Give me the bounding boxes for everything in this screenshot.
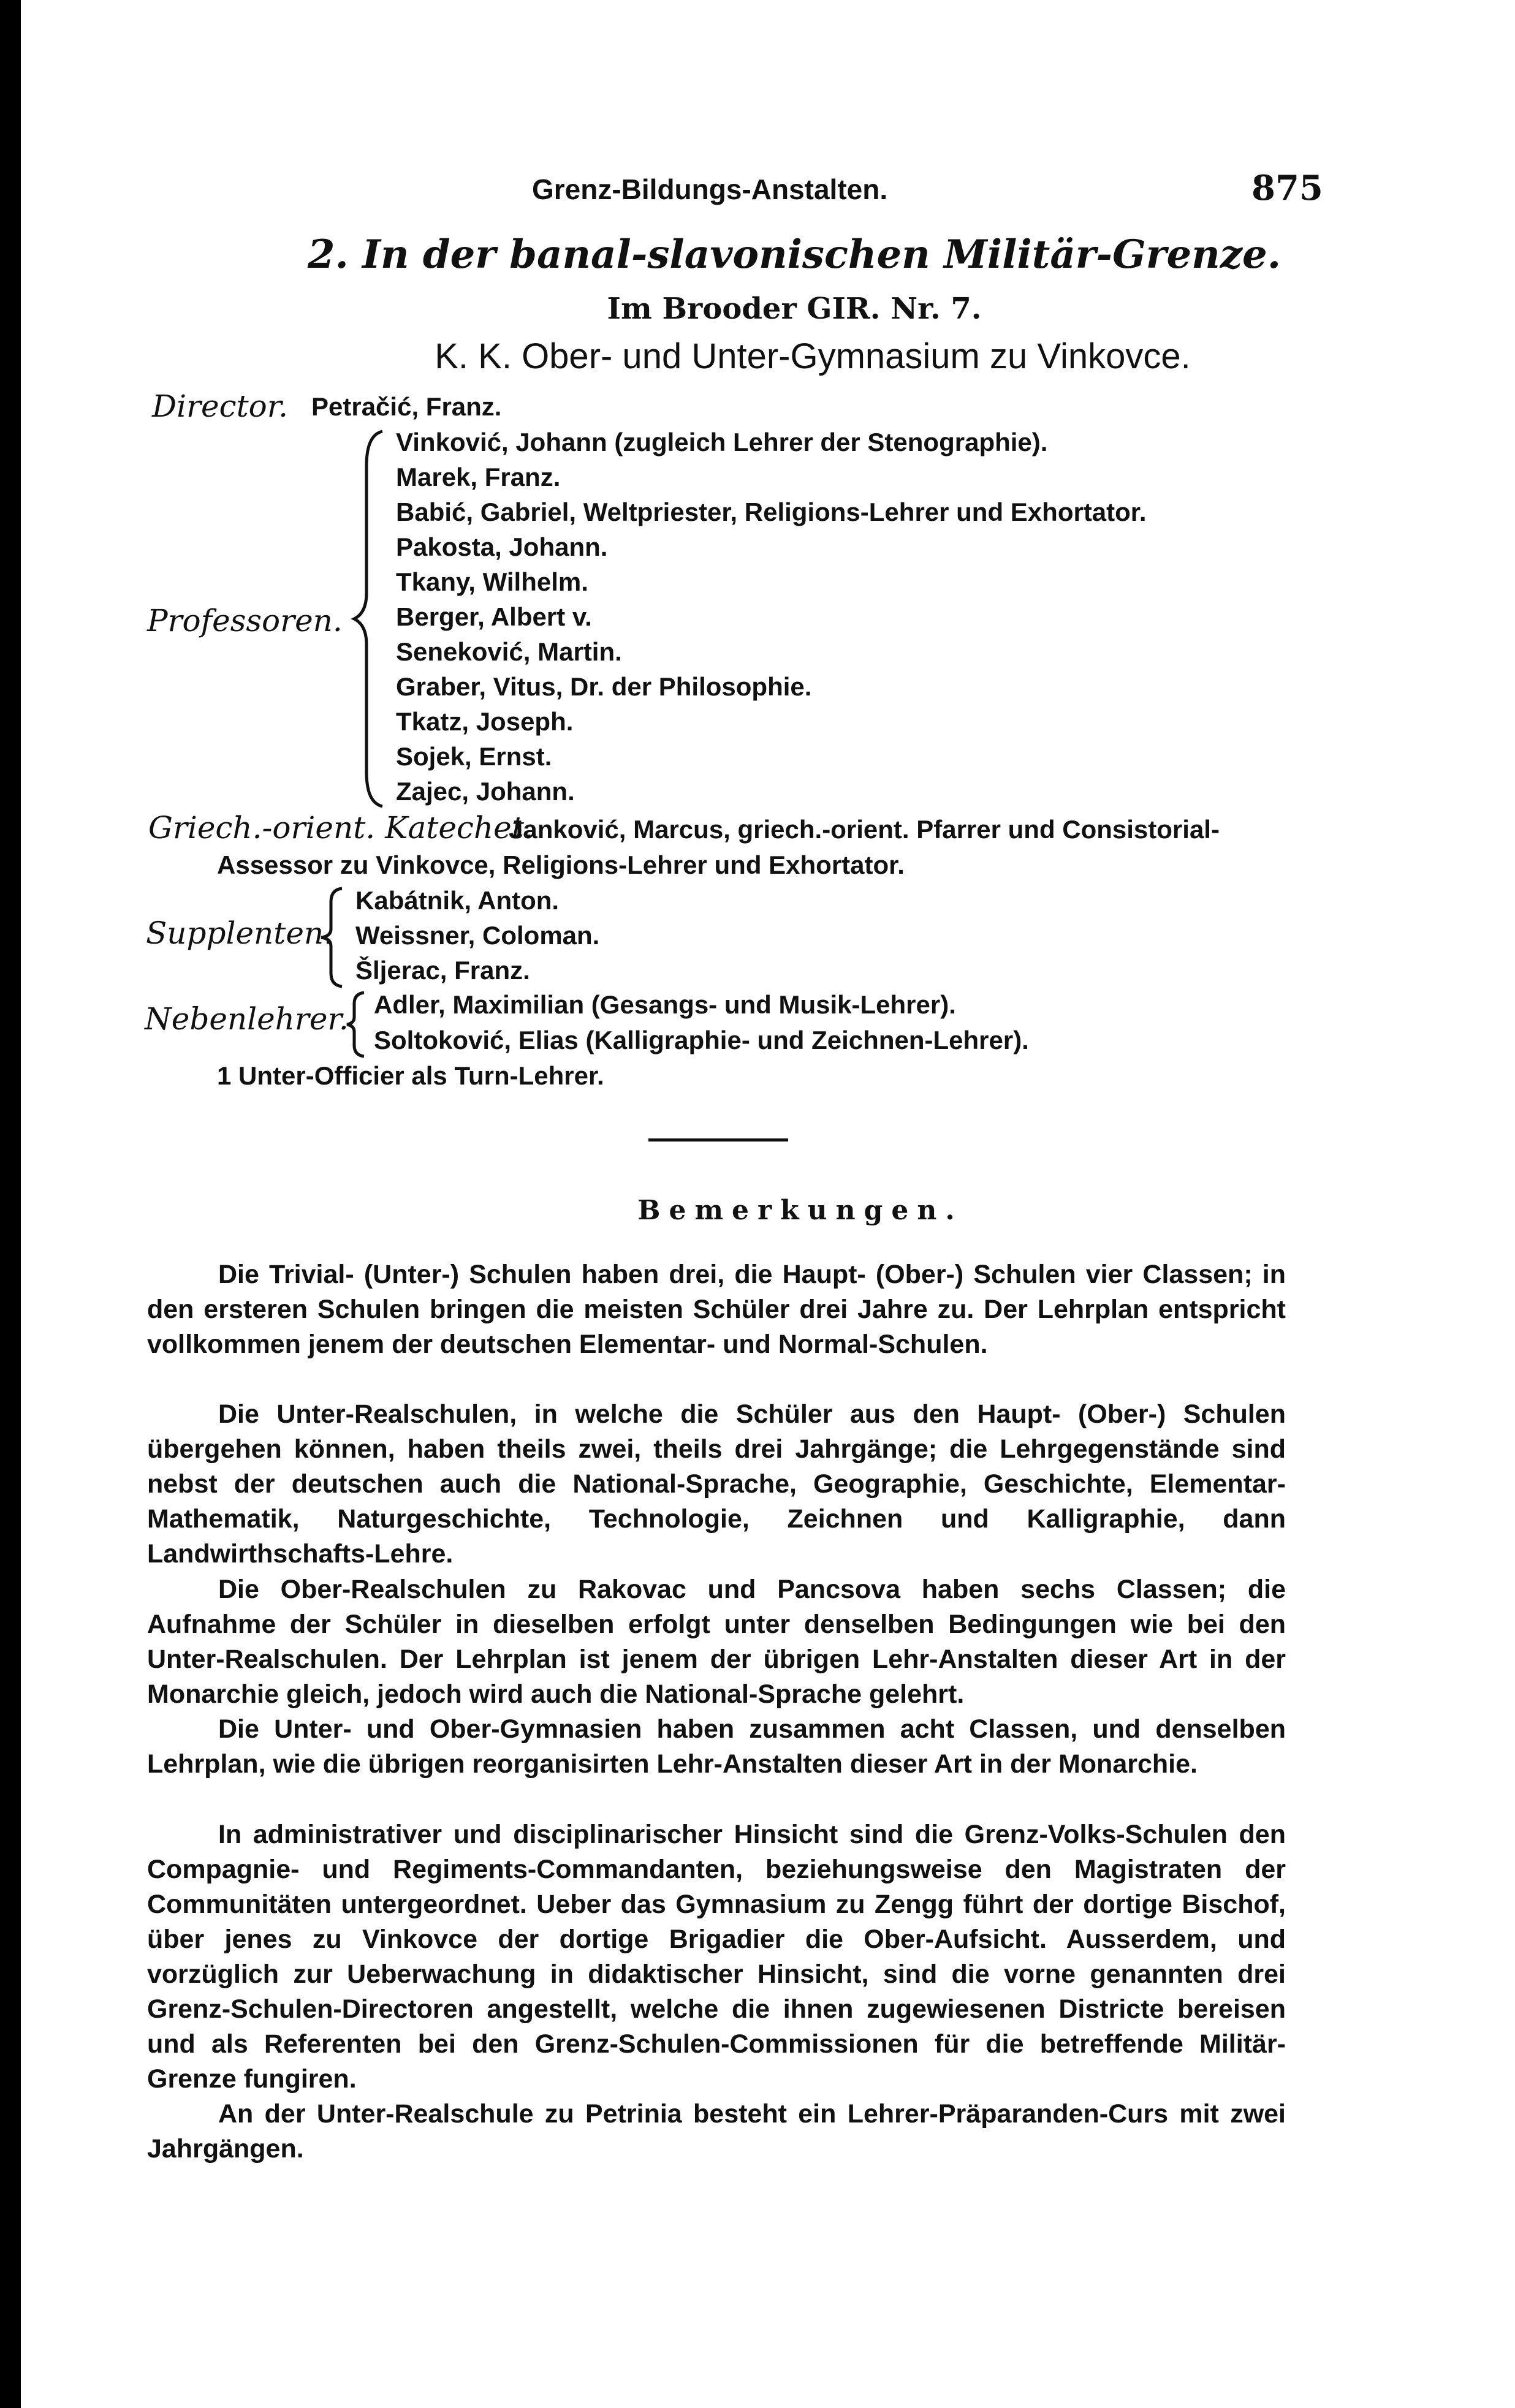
- list-item: Babić, Gabriel, Weltpriester, Religions-Lehrer und Exhortator.: [396, 498, 1147, 526]
- list-item: Zajec, Johann.: [396, 777, 575, 806]
- director-name: Petračić, Franz.: [311, 392, 502, 421]
- katechet-line-1: Janković, Marcus, griech.-orient. Pfarrer und Consistorial-: [509, 815, 1220, 844]
- turn-lehrer-line: 1 Unter-Officier als Turn-Lehrer.: [217, 1061, 604, 1090]
- nebenlehrer-brace: [343, 990, 368, 1059]
- professoren-label: Professoren.: [147, 603, 343, 638]
- list-item: Weissner, Coloman.: [355, 921, 600, 950]
- list-item: Pakosta, Johann.: [396, 532, 608, 561]
- remarks-heading: Bemerkungen.: [637, 1195, 963, 1226]
- director-label: Director.: [152, 388, 289, 424]
- section-divider: [648, 1138, 788, 1142]
- nebenlehrer-label: Nebenlehrer.: [145, 1001, 349, 1037]
- remarks-paragraph: An der Unter-Realschule zu Petrinia besteht ein Lehrer-Präparanden-Curs mit zwei Jahrgängen.: [147, 2099, 1286, 2164]
- list-item: Tkany, Wilhelm.: [396, 567, 588, 596]
- list-item: Adler, Maximilian (Gesangs- und Musik-Lehrer).: [374, 990, 956, 1019]
- list-item: Berger, Albert v.: [396, 602, 592, 631]
- professoren-brace: [351, 429, 387, 809]
- remarks-paragraph: Die Unter-Realschulen, in welche die Schüler aus den Haupt- (Ober-) Schulen übergehen können, haben theils zwei, theils drei Jahrgänge; die Lehrgegenstände sind nebst der deutschen auch die National-Sprache, Geographie, Geschichte, Elementar-Mathematik, Naturgeschichte, Technologie, Zeichnen und Kalligraphie, dann Landwirthschafts-Lehre.: [147, 1399, 1286, 1569]
- remarks-paragraph: In administrativer und disciplinarischer Hinsicht sind die Grenz-Volks-Schulen den Compagnie- und Regiments-Commandanten, beziehungsweise den Magistraten der Communitäten untergeordnet. Ueber das Gymnasium zu Zengg führt der dortige Bischof, über jenes zu Vinkovce der dortige Brigadier die Ober-Aufsicht. Ausserdem, und vorzüglich zur Ueberwachung in didaktischer Hinsicht, sind die vorne genannten drei Grenz-Schulen-Directoren angestellt, welche die ihnen zugewiesenen Districte bereisen und als Referenten bei den Grenz-Schulen-Commissionen für die betreffende Militär-Grenze fungiren.: [147, 1820, 1286, 2094]
- regiment-subheading: Im Brooder GIR. Nr. 7.: [607, 292, 982, 326]
- section-title: 2. In der banal-slavonischen Militär-Grenze.: [307, 232, 1281, 278]
- list-item: Seneković, Martin.: [396, 637, 622, 666]
- running-head: Grenz-Bildungs-Anstalten.: [532, 173, 888, 205]
- remarks-paragraph: Die Trivial- (Unter-) Schulen haben drei, die Haupt- (Ober-) Schulen vier Classen; in den ersteren Schulen bringen die meisten Schüler drei Jahre zu. Der Lehrplan entspricht vollkommen jenem der deutschen Elementar- und Normal-Schulen.: [147, 1260, 1286, 1359]
- list-item: Soltoković, Elias (Kalligraphie- und Zeichnen-Lehrer).: [374, 1026, 1029, 1054]
- list-item: Tkatz, Joseph.: [396, 707, 574, 736]
- institution-name: K. K. Ober- und Unter-Gymnasium zu Vinkovce.: [435, 336, 1191, 376]
- list-item: Šljerac, Franz.: [355, 956, 530, 985]
- katechet-line-2: Assessor zu Vinkovce, Religions-Lehrer und Exhortator.: [217, 850, 905, 879]
- list-item: Graber, Vitus, Dr. der Philosophie.: [396, 672, 812, 701]
- remarks-paragraph: Die Ober-Realschulen zu Rakovac und Pancsova haben sechs Classen; die Aufnahme der Schüler in dieselben erfolgt unter denselben Bedingungen wie bei den Unter-Realschulen. Der Lehrplan ist jenem der übrigen Lehr-Anstalten dieser Art in der Monarchie gleich, jedoch wird auch die National-Sprache gelehrt.: [147, 1575, 1286, 1709]
- supplenten-brace: [317, 886, 346, 989]
- remarks-paragraph: Die Unter- und Ober-Gymnasien haben zusammen acht Classen, und denselben Lehrplan, wie die übrigen reorganisirten Lehr-Anstalten dieser Art in der Monarchie.: [147, 1714, 1286, 1779]
- supplenten-label: Supplenten.: [146, 915, 334, 951]
- list-item: Kabátnik, Anton.: [355, 886, 560, 915]
- list-item: Marek, Franz.: [396, 463, 561, 491]
- katechet-label: Griech.-orient. Katechet.: [148, 810, 534, 846]
- list-item: Vinković, Johann (zugleich Lehrer der Stenographie).: [396, 428, 1048, 456]
- list-item: Sojek, Ernst.: [396, 742, 552, 771]
- page-number: 875: [1251, 168, 1323, 208]
